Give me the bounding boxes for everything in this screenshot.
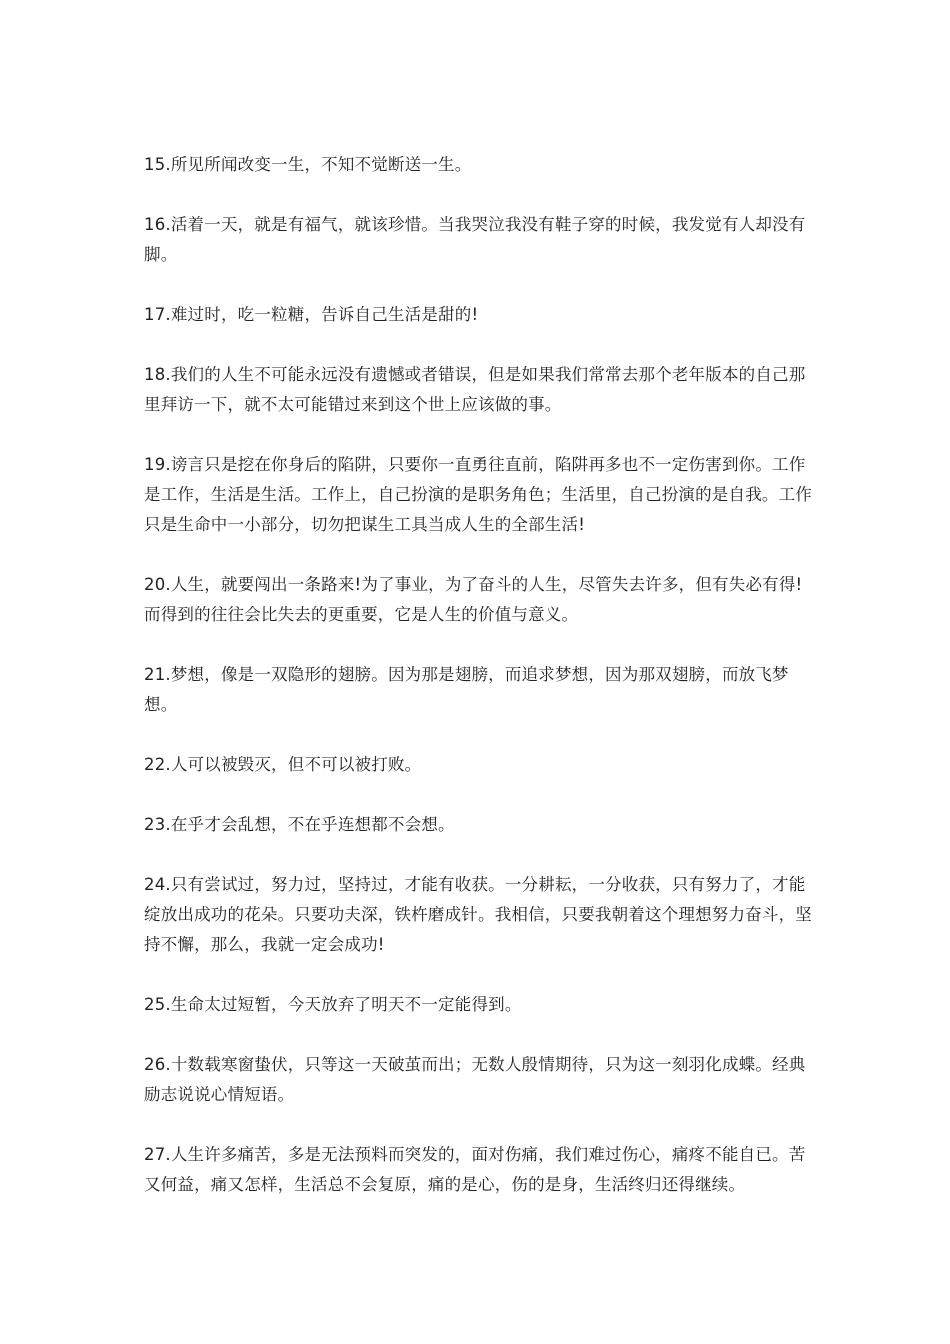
quote-paragraph-20: 20.人生，就要闯出一条路来!为了事业，为了奋斗的人生，尽管失去许多，但有失必有得!而得到的往往会比失去的更重要，它是人生的价值与意义。 <box>144 575 803 624</box>
quote-paragraph-18: 18.我们的人生不可能永远没有遗憾或者错误，但是如果我们常常去那个老年版本的自己那里拜访一下，就不太可能错过来到这个世上应该做的事。 <box>144 365 806 414</box>
quote-paragraph-24: 24.只有尝试过，努力过，坚持过，才能有收获。一分耕耘，一分收获，只有努力了，才能绽放出成功的花朵。只要功夫深，铁杵磨成针。我相信，只要我朝着这个理想努力奋斗，坚持不懈，那么，我就一定会成功! <box>144 875 812 954</box>
quote-paragraph-22: 22.人可以被毁灭，但不可以被打败。 <box>144 755 422 774</box>
quote-paragraph-21: 21.梦想，像是一双隐形的翅膀。因为那是翅膀，而追求梦想，因为那双翅膀，而放飞梦想。 <box>144 665 789 714</box>
quote-paragraph-17: 17.难过时，吃一粒糖，告诉自己生活是甜的! <box>144 305 479 324</box>
quote-paragraph-19: 19.谤言只是挖在你身后的陷阱，只要你一直勇往直前，陷阱再多也不一定伤害到你。工作是工作，生活是生活。工作上，自己扮演的是职务角色；生活里，自己扮演的是自我。工作只是生命中一小部分，切勿把谋生工具当成人生的全部生活! <box>144 455 812 534</box>
quote-paragraph-26: 26.十数载寒窗蛰伏，只等这一天破茧而出；无数人殷情期待，只为这一刻羽化成蝶。经典励志说说心情短语。 <box>144 1055 806 1104</box>
quote-paragraph-15: 15.所见所闻改变一生，不知不觉断送一生。 <box>144 155 472 174</box>
quote-paragraph-25: 25.生命太过短暂，今天放弃了明天不一定能得到。 <box>144 995 522 1014</box>
quote-paragraph-16: 16.活着一天，就是有福气，就该珍惜。当我哭泣我没有鞋子穿的时候，我发觉有人却没有脚。 <box>144 215 806 264</box>
quote-paragraph-27: 27.人生许多痛苦，多是无法预料而突发的，面对伤痛，我们难过伤心，痛疼不能自已。苦又何益，痛又怎样，生活总不会复原，痛的是心，伤的是身，生活终归还得继续。 <box>144 1145 806 1194</box>
document-body <box>144 150 816 1230</box>
quote-paragraph-23: 23.在乎才会乱想，不在乎连想都不会想。 <box>144 815 455 834</box>
